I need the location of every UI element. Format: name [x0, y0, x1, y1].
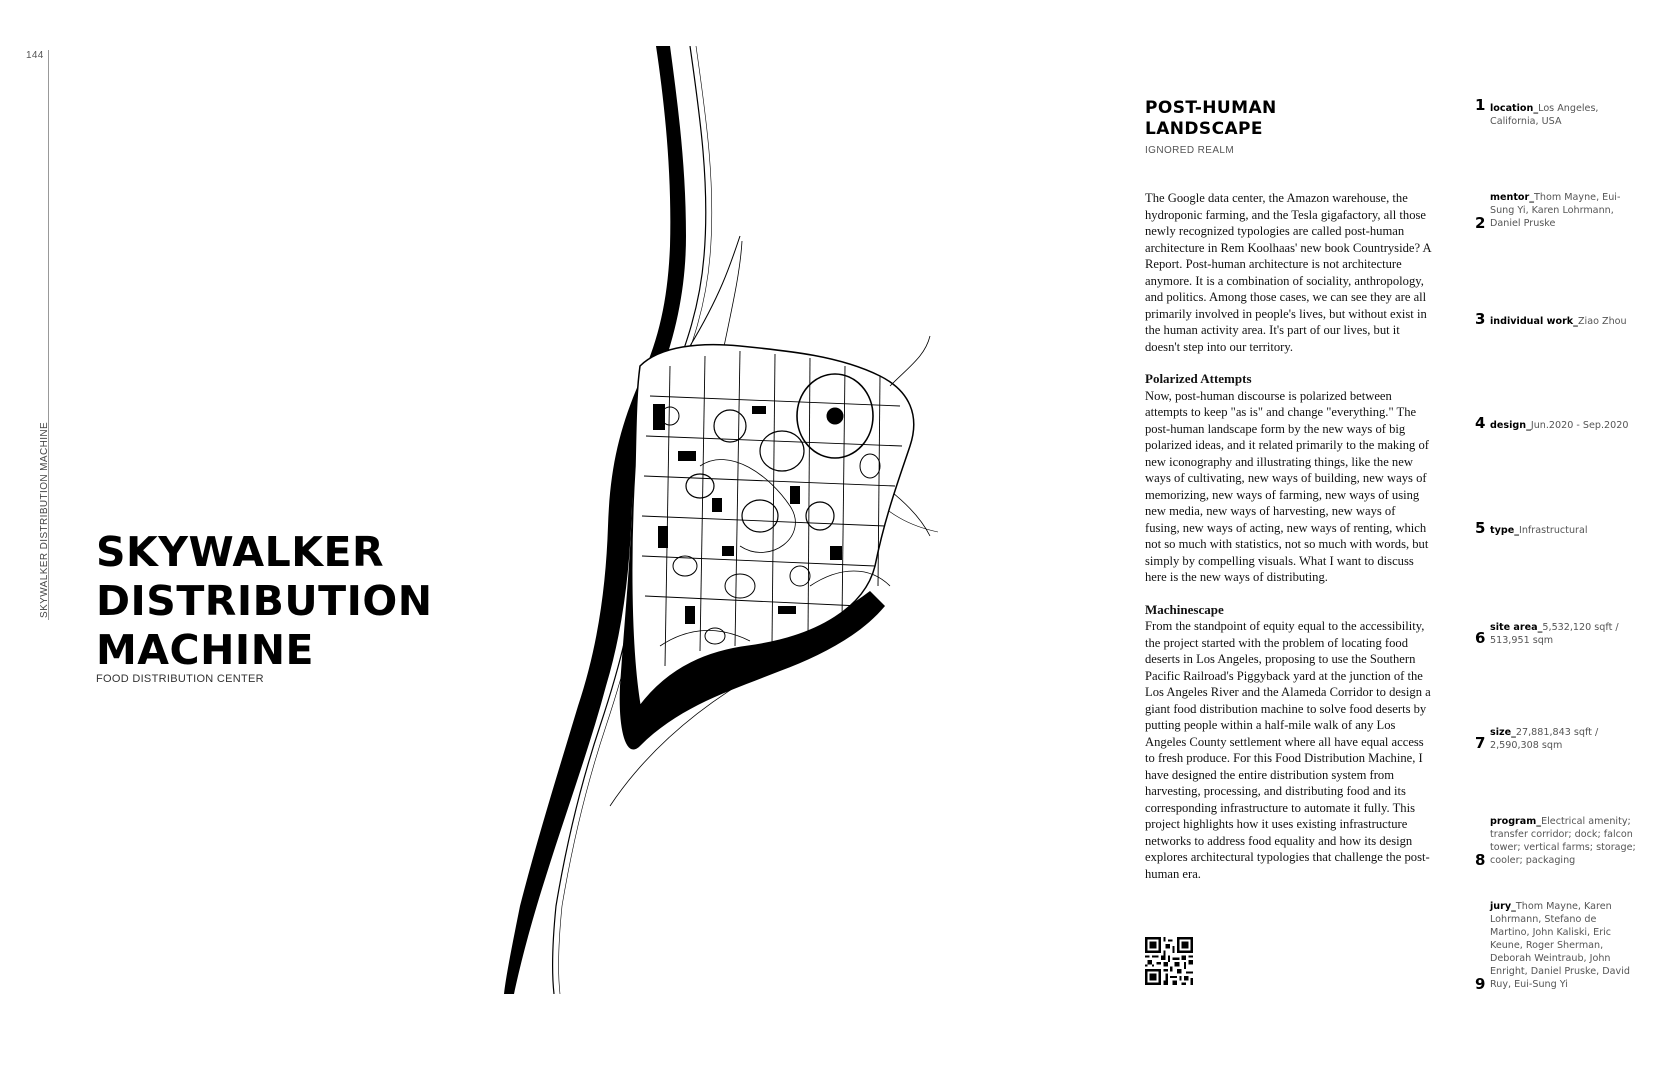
fact-label: jury_ [1490, 901, 1516, 912]
fact-label: location_ [1490, 103, 1539, 114]
fact-value: Jun.2020 - Sep.2020 [1530, 420, 1629, 431]
page-number: 144 [26, 50, 44, 61]
fact-label: mentor_ [1490, 192, 1535, 203]
main-title [96, 528, 436, 675]
main-subtitle: FOOD DISTRIBUTION CENTER [96, 673, 264, 685]
section-title [1145, 98, 1277, 140]
fact-text [1490, 102, 1638, 128]
main-title-line-1: SKYWALKER [96, 528, 385, 576]
fact-number: 8 [1475, 851, 1486, 869]
fact-text [1490, 419, 1638, 432]
fact-number: 5 [1475, 519, 1486, 537]
fact-value: Los Angeles, California, USA [1490, 103, 1599, 127]
fact-label: design_ [1490, 420, 1531, 431]
main-title-line-3: MACHINE [96, 626, 315, 674]
section-subtitle: IGNORED REALM [1145, 145, 1235, 156]
fact-label: type_ [1490, 525, 1520, 536]
fact-number: 3 [1475, 310, 1486, 328]
spine-label: SKYWALKER DISTRIBUTION MACHINE [39, 421, 50, 618]
fact-label: site area_ [1490, 622, 1543, 633]
polarized-attempts-heading: Polarized Attempts [1145, 371, 1252, 386]
machinescape-heading: Machinescape [1145, 601, 1224, 617]
fact-label: size_ [1490, 727, 1516, 738]
fact-number: 7 [1475, 734, 1486, 752]
fact-number: 4 [1475, 414, 1486, 432]
fact-text [1490, 900, 1638, 991]
section-title-line-1: POST-HUMAN [1145, 98, 1277, 118]
fact-value: Ziao Zhou [1577, 316, 1627, 327]
fact-value: Thom Mayne, Karen Lohrmann, Stefano de Martino, John Kaliski, Eric Keune, Roger Sherman, Deborah Weintraub, John Enright, Daniel Pruske, David Ruy, Eui-Sung Yi [1490, 901, 1630, 990]
fact-text [1490, 726, 1638, 752]
fact-text [1490, 315, 1638, 328]
project-facts [1475, 0, 1655, 1080]
fact-number: 6 [1475, 629, 1486, 647]
fact-value: 5,532,120 sqft / 513,951 sqm [1490, 622, 1619, 646]
fact-text [1490, 815, 1638, 867]
main-title-line-2: DISTRIBUTION [96, 577, 433, 625]
fact-value: Thom Mayne, Eui-Sung Yi, Karen Lohrmann, Daniel Pruske [1490, 192, 1621, 229]
polarized-attempts-paragraph: Now, post-human discourse is polarized between attempts to keep "as is" and change "everything." The post-human landscape form by the new ways of big polarized ideas, and it related primarily to the making of new iconography and illustrating things, like the new ways of cultivating, new ways of building, new ways of memorizing, new ways of farming, new ways of using new media, new ways of harvesting, new ways of fusing, new ways of acting, new ways of renting, which not so much with statistics, not so much with words, but simply by compelling visuals. What I want to discuss here is the new ways of distributing. [1145, 388, 1429, 584]
fact-number: 1 [1475, 96, 1486, 114]
intro-paragraph: The Google data center, the Amazon warehouse, the hydroponic farming, and the Tesla gigafactory, all those newly recognized typologies are called post-human architecture in Rem Koolhaas' new book Countryside? A Report. Post-human architecture is not architecture anymore. It is a combination of sociality, anthropology, and politics. Among those cases, we can see they are all primarily involved in people's lives, but without exist in the human activity area. It's part of our lives, but it doesn't step into our territory. [1145, 191, 1431, 354]
fact-label: individual work_ [1490, 316, 1578, 327]
body-copy [1145, 190, 1433, 882]
fact-value: Infrastructural [1519, 525, 1588, 536]
fact-label: program_ [1490, 816, 1542, 827]
infra-curve-1 [690, 236, 740, 346]
fact-value: Electrical amenity; transfer corridor; dock; falcon tower; vertical farms; storage; cooler; packaging [1490, 816, 1636, 866]
fact-text [1490, 524, 1638, 537]
qr-code-icon [1145, 937, 1193, 985]
fact-number: 9 [1475, 975, 1486, 993]
fact-text [1490, 191, 1638, 230]
fact-number: 2 [1475, 214, 1486, 232]
site-plan-svg [490, 46, 1010, 994]
fact-value: 27,881,843 sqft / 2,590,308 sqm [1490, 727, 1599, 751]
fact-text [1490, 621, 1638, 647]
site-plan-drawing [490, 46, 1010, 994]
section-title-line-2: LANDSCAPE [1145, 119, 1263, 139]
machinescape-paragraph: From the standpoint of equity equal to the accessibility, the project started with the problem of locating food deserts in Los Angeles, proposing to use the Southern Pacific Railroad's Piggyback yard at the junction of the Los Angeles River and the Alameda Corridor to design a giant food distribution machine to solve food deserts by putting people within a half-mile walk of any Los Angeles County settlement where all have equal access to fresh produce. For this Food Distribution Machine, I have designed the entire distribution system from harvesting, processing, and distributing food and its corresponding infrastructure to automate it fully. This project highlights how it uses existing infrastructure networks to address food equality and how its design explores architectural typologies that challenge the post-human era. [1145, 619, 1431, 881]
